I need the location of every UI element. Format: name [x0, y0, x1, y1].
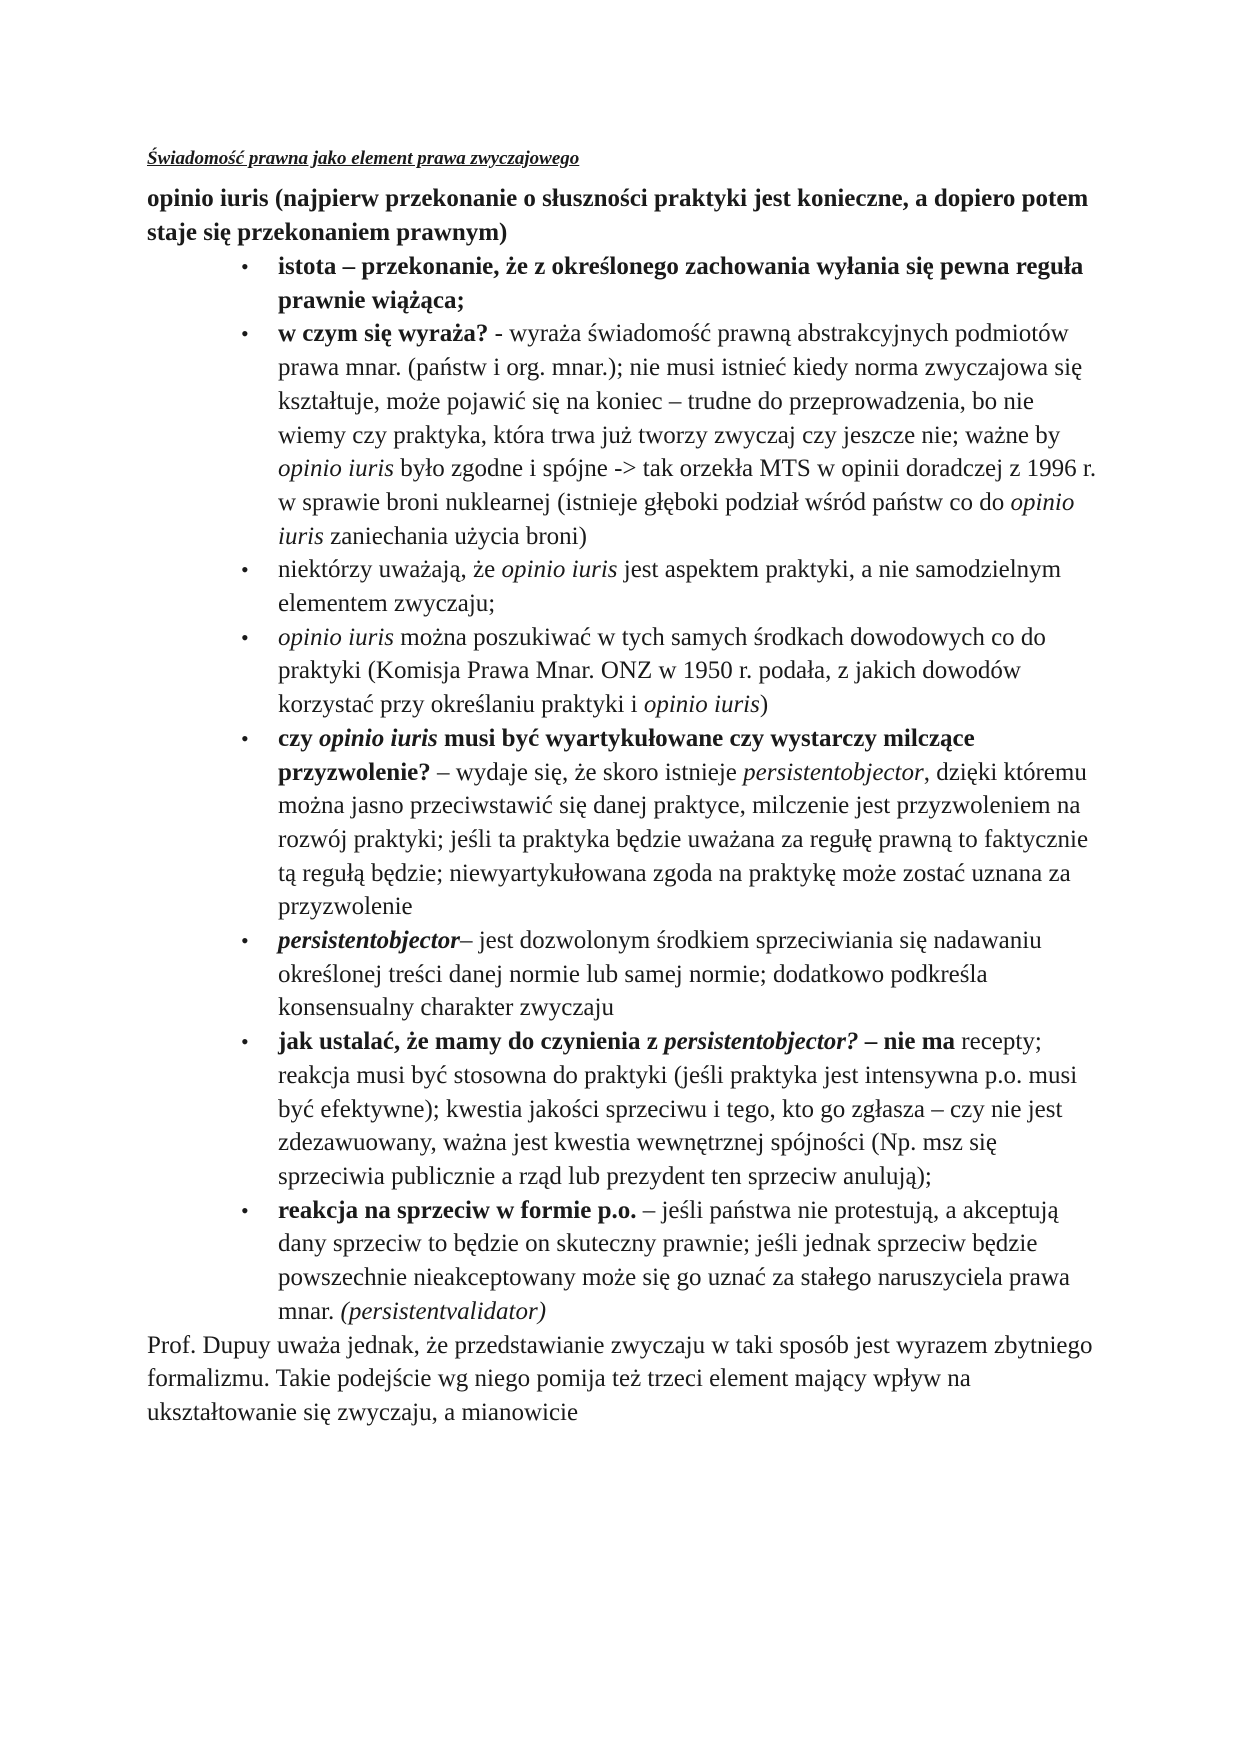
item-term: w czym się wyraża? [278, 320, 489, 348]
item-term: jak ustalać, że mamy do czynienia z [278, 1028, 665, 1056]
item-text: ) [759, 691, 769, 719]
bullet-icon: • [241, 321, 249, 347]
item-term-italic: opinio iuris [501, 556, 618, 584]
list-item [241, 722, 1107, 924]
section-heading: Świadomość prawna jako element prawa zwyczajowego [147, 148, 580, 169]
item-term-italic: (persistentvalidator) [340, 1297, 547, 1325]
list-item [241, 1194, 1107, 1329]
bullet-icon: • [241, 557, 249, 583]
item-term-italic: opinio iuris [278, 623, 394, 651]
item-term: musi być wyartykułowane czy wystarczy milczące przyzwolenie? [278, 724, 975, 786]
item-text: – wydaje się, że skoro istnieje [430, 758, 744, 786]
item-text: było zgodne i spójne -> tak orzekła MTS w opinii doradczej z 1996 r. w sprawie broni nuklearnej (istnieje głęboki podział wśród państw co do [278, 455, 1097, 516]
item-text: - wyraża świadomość prawną abstrakcyjnych podmiotów prawa mnar. (państw i org. mnar.); nie musi istnieć kiedy norma zwyczajowa się kształtuje, może pojawić się na koniec – trudne do przeprowadzenia, bo nie wiemy czy praktyka, która trwa już tworzy zwyczaj czy jeszcze nie; ważne by [278, 320, 1083, 449]
item-text: można poszukiwać w tych samych środkach dowodowych co do praktyki (Komisja Prawa Mnar. ONZ w 1950 r. podała, z jakich dowodów korzystać przy określaniu praktyki i [278, 623, 1046, 719]
bullet-icon: • [241, 928, 249, 954]
bullet-icon: • [241, 1197, 249, 1223]
bullet-icon: • [241, 624, 249, 650]
item-term-bold-italic: persistentobjector? [664, 1028, 859, 1056]
item-text: istota – przekonanie, że z określonego zachowania wyłania się pewna reguła prawnie wiążąca; [278, 253, 1084, 314]
list-item [241, 317, 1107, 553]
item-term-bold-italic: persistentobjector [278, 927, 460, 955]
closing-paragraph: Prof. Dupuy uważa jednak, że przedstawianie zwyczaju w taki sposób jest wyrazem zbytniego formalizmu. Takie podejście wg niego pomija też trzeci element mający wpływ na ukształtowanie się zwyczaju, a mianowicie [147, 1331, 1093, 1426]
document-page [147, 146, 1107, 1430]
item-text: jest aspektem praktyki, a nie samodzielnym elementem zwyczaju; [278, 556, 1062, 618]
item-term-italic: opinio iuris [643, 691, 760, 719]
bullet-icon: • [241, 254, 249, 279]
item-term-italic: persistentobjector [743, 758, 924, 786]
item-text: recepty; reakcja musi być stosowna do praktyki (jeśli praktyka jest intensywna p.o. musi być efektywne); kwestia jakości sprzeciwu i tego, kto go zgłasza – czy nie jest zdezawuowany, ważna jest kwestia wewnętrznej spójności (Np. msz się sprzeciwia publicznie a rząd lub prezydent ten sprzeciw anulują); [278, 1028, 1078, 1190]
bullet-icon: • [241, 725, 249, 751]
bullet-icon: • [241, 1029, 249, 1055]
item-text: , dzięki któremu można jasno przeciwstawić się danej praktyce, milczenie jest przyzwoleniem na rozwój praktyki; jeśli ta praktyka będzie uważana za regułę prawną to faktycznie tą regułą będzie; niewyartykułowana zgoda na praktykę może zostać uznana za przyzwolenie [278, 758, 1089, 921]
item-text: zaniechania użycia broni) [323, 522, 587, 550]
item-text: – jeśli państwa nie protestują, a akceptują dany sprzeciw to będzie on skuteczny prawnie; jeśli jednak sprzeciw będzie powszechnie nieakceptowany może się go uznać za stałego naruszyciela prawa mnar. [278, 1196, 1070, 1325]
list-item [241, 553, 1107, 620]
bullet-list [147, 250, 1107, 1329]
list-item [241, 924, 1107, 1025]
item-text: niektórzy uważają, że [278, 556, 502, 584]
item-term: czy [278, 724, 319, 752]
list-item [241, 250, 1107, 317]
list-item [241, 1025, 1107, 1194]
item-term: – nie ma [858, 1028, 956, 1056]
item-text: – jest dozwolonym środkiem sprzeciwiania się nadawaniu określonej treści danej normie lub samej normie; dodatkowo podkreśla konsensualny charakter zwyczaju [278, 927, 1042, 1022]
intro-paragraph: opinio iuris (najpierw przekonanie o słuszności praktyki jest konieczne, a dopiero potem staje się przekonaniem prawnym) [147, 185, 1089, 246]
list-item [241, 621, 1107, 722]
item-term-italic: opinio iuris [278, 488, 1075, 550]
item-term-italic: opinio iuris [278, 455, 394, 483]
item-term-bold-italic: opinio iuris [318, 724, 438, 752]
item-term: reakcja na sprzeciw w formie p.o. [278, 1196, 637, 1224]
